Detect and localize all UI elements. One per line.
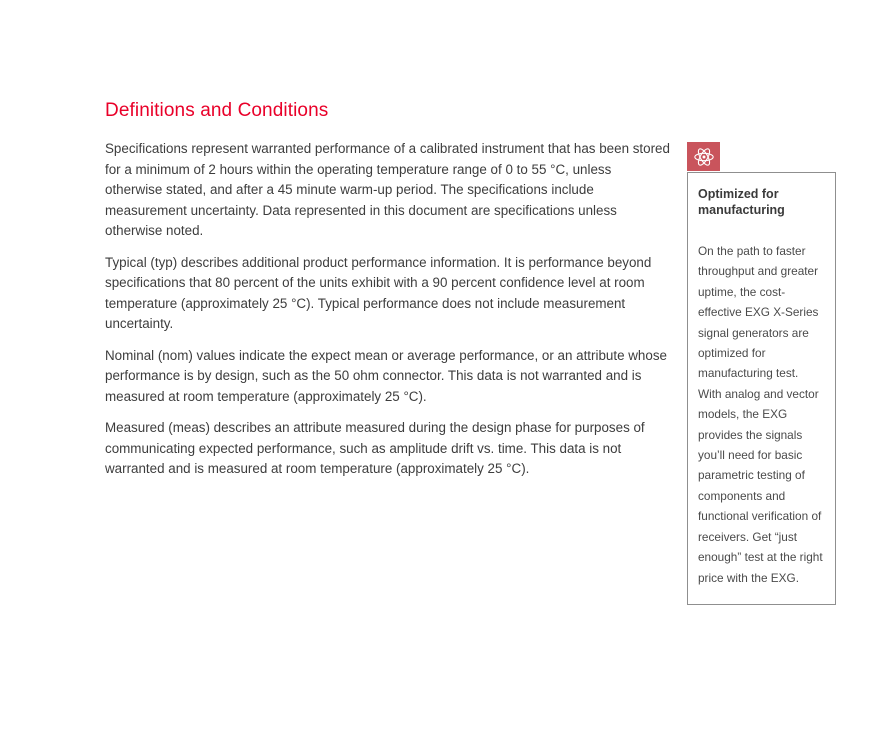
- paragraph-specifications: Specifications represent warranted performance of a calibrated instrument that has been stored for a minimum of 2 hours within the operating temperature range of 0 to 55 °C, unless otherwise stated, and after a 45 minute warm-up period. The specifications include measurement uncertainty. Data represented in this document are specifications unless otherwise noted.: [105, 141, 670, 238]
- sidebar-callout: [687, 172, 836, 605]
- atom-icon: [687, 142, 720, 171]
- callout-title: Optimized for manufacturing: [698, 187, 785, 217]
- callout-body: On the path to faster throughput and greater uptime, the cost-effective EXG X-Series signal generators are optimized for manufacturing test. With analog and vector models, the EXG provides the signals you’ll need for basic parametric testing of components and functional verification of receivers. Get “just enough” test at the right price with the EXG.: [698, 244, 823, 585]
- paragraph-nominal: Nominal (nom) values indicate the expect mean or average performance, or an attribute whose performance is by design, such as the 50 ohm connector. This data is not warranted and is measured at room temperature (approximately 25 °C).: [105, 347, 667, 404]
- body-text-column: [105, 139, 671, 491]
- paragraph-measured: Measured (meas) describes an attribute measured during the design phase for purposes of communicating expected performance, such as amplitude drift vs. time. This data is not warranted and is measured at room temperature (approximately 25 °C).: [105, 420, 645, 476]
- paragraph-typical: Typical (typ) describes additional product performance information. It is performance beyond specifications that 80 percent of the units exhibit with a 90 percent confidence level at room temperature (approximately 25 °C). Typical performance does not include measurement uncertainty.: [105, 254, 652, 331]
- page-title: Definitions and Conditions: [105, 100, 329, 121]
